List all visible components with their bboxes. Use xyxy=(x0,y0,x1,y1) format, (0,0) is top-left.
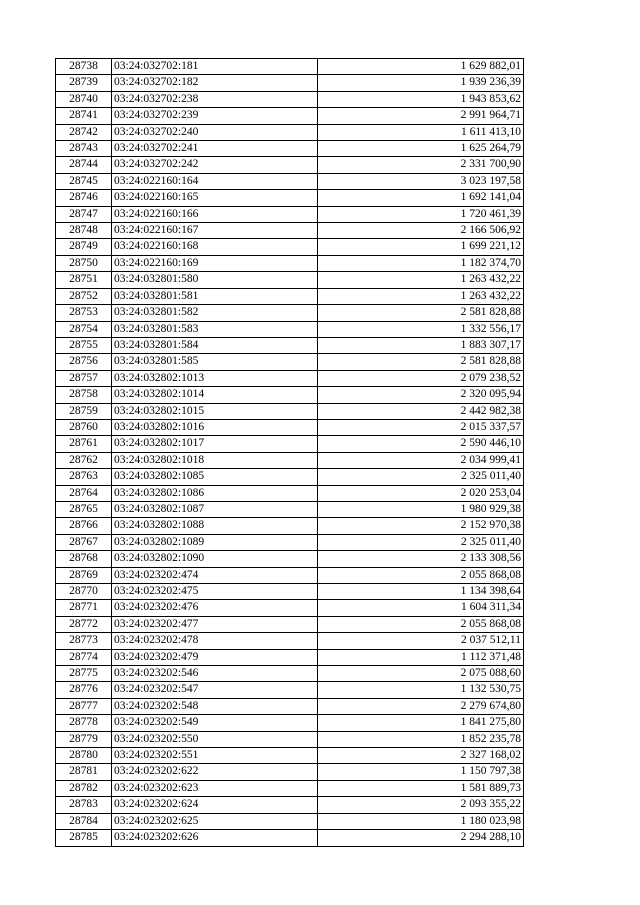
row-number-cell: 28759 xyxy=(56,403,112,419)
row-number-cell: 28765 xyxy=(56,501,112,517)
table-row xyxy=(56,223,524,239)
value-cell: 1 629 882,01 xyxy=(318,59,524,75)
table-row xyxy=(56,567,524,583)
cadastral-number-cell: 03:24:022160:169 xyxy=(112,255,318,271)
value-cell: 2 581 828,88 xyxy=(318,305,524,321)
cadastral-number-cell: 03:24:022160:164 xyxy=(112,173,318,189)
row-number-cell: 28777 xyxy=(56,698,112,714)
table-row xyxy=(56,813,524,829)
row-number-cell: 28740 xyxy=(56,91,112,107)
table-row xyxy=(56,59,524,75)
cadastral-value-table xyxy=(55,58,524,847)
cadastral-number-cell: 03:24:032802:1014 xyxy=(112,387,318,403)
table-row xyxy=(56,436,524,452)
value-cell: 1 883 307,17 xyxy=(318,337,524,353)
value-cell: 1 263 432,22 xyxy=(318,288,524,304)
cadastral-number-cell: 03:24:023202:623 xyxy=(112,780,318,796)
table-row xyxy=(56,124,524,140)
cadastral-number-cell: 03:24:032702:240 xyxy=(112,124,318,140)
value-cell: 1 263 432,22 xyxy=(318,272,524,288)
value-cell: 1 182 374,70 xyxy=(318,255,524,271)
value-cell: 2 320 095,94 xyxy=(318,387,524,403)
value-cell: 2 079 238,52 xyxy=(318,370,524,386)
value-cell: 2 991 964,71 xyxy=(318,108,524,124)
cadastral-number-cell: 03:24:023202:479 xyxy=(112,649,318,665)
row-number-cell: 28753 xyxy=(56,305,112,321)
cadastral-number-cell: 03:24:032801:580 xyxy=(112,272,318,288)
row-number-cell: 28742 xyxy=(56,124,112,140)
row-number-cell: 28775 xyxy=(56,666,112,682)
cadastral-number-cell: 03:24:032802:1085 xyxy=(112,469,318,485)
table-row xyxy=(56,830,524,846)
row-number-cell: 28752 xyxy=(56,288,112,304)
table-row xyxy=(56,321,524,337)
row-number-cell: 28774 xyxy=(56,649,112,665)
value-cell: 2 037 512,11 xyxy=(318,633,524,649)
value-cell: 1 720 461,39 xyxy=(318,206,524,222)
cadastral-number-cell: 03:24:023202:547 xyxy=(112,682,318,698)
table-row xyxy=(56,419,524,435)
table-row xyxy=(56,551,524,567)
cadastral-number-cell: 03:24:023202:475 xyxy=(112,584,318,600)
table-row xyxy=(56,255,524,271)
table-row xyxy=(56,518,524,534)
table-row xyxy=(56,370,524,386)
table-row xyxy=(56,141,524,157)
cadastral-number-cell: 03:24:023202:546 xyxy=(112,666,318,682)
cadastral-number-cell: 03:24:032801:584 xyxy=(112,337,318,353)
value-cell: 1 939 236,39 xyxy=(318,75,524,91)
value-cell: 2 590 446,10 xyxy=(318,436,524,452)
value-cell: 2 166 506,92 xyxy=(318,223,524,239)
value-cell: 2 075 088,60 xyxy=(318,666,524,682)
cadastral-number-cell: 03:24:023202:625 xyxy=(112,813,318,829)
row-number-cell: 28739 xyxy=(56,75,112,91)
value-cell: 2 581 828,88 xyxy=(318,354,524,370)
cadastral-number-cell: 03:24:023202:476 xyxy=(112,600,318,616)
table-row xyxy=(56,157,524,173)
cadastral-number-cell: 03:24:023202:550 xyxy=(112,731,318,747)
table-row xyxy=(56,501,524,517)
value-cell: 3 023 197,58 xyxy=(318,173,524,189)
cadastral-number-cell: 03:24:032802:1013 xyxy=(112,370,318,386)
value-cell: 1 132 530,75 xyxy=(318,682,524,698)
value-cell: 1 943 853,62 xyxy=(318,91,524,107)
cadastral-number-cell: 03:24:032702:238 xyxy=(112,91,318,107)
value-cell: 2 015 337,57 xyxy=(318,419,524,435)
cadastral-number-cell: 03:24:023202:624 xyxy=(112,797,318,813)
table-row xyxy=(56,403,524,419)
row-number-cell: 28763 xyxy=(56,469,112,485)
table-row xyxy=(56,452,524,468)
cadastral-number-cell: 03:24:032802:1017 xyxy=(112,436,318,452)
table-row xyxy=(56,780,524,796)
row-number-cell: 28762 xyxy=(56,452,112,468)
cadastral-number-cell: 03:24:032802:1090 xyxy=(112,551,318,567)
table-row xyxy=(56,764,524,780)
cadastral-number-cell: 03:24:032802:1086 xyxy=(112,485,318,501)
row-number-cell: 28756 xyxy=(56,354,112,370)
value-cell: 1 604 311,34 xyxy=(318,600,524,616)
cadastral-number-cell: 03:24:032702:181 xyxy=(112,59,318,75)
value-cell: 1 332 556,17 xyxy=(318,321,524,337)
cadastral-number-cell: 03:24:023202:549 xyxy=(112,715,318,731)
table-row xyxy=(56,698,524,714)
value-cell: 1 625 264,79 xyxy=(318,141,524,157)
value-cell: 2 279 674,80 xyxy=(318,698,524,714)
row-number-cell: 28760 xyxy=(56,419,112,435)
table-row xyxy=(56,337,524,353)
value-cell: 2 055 868,08 xyxy=(318,567,524,583)
table-row xyxy=(56,633,524,649)
row-number-cell: 28743 xyxy=(56,141,112,157)
value-cell: 1 699 221,12 xyxy=(318,239,524,255)
cadastral-number-cell: 03:24:022160:167 xyxy=(112,223,318,239)
row-number-cell: 28781 xyxy=(56,764,112,780)
table-row xyxy=(56,469,524,485)
cadastral-number-cell: 03:24:032802:1089 xyxy=(112,534,318,550)
table-row xyxy=(56,387,524,403)
row-number-cell: 28766 xyxy=(56,518,112,534)
table-row xyxy=(56,206,524,222)
row-number-cell: 28757 xyxy=(56,370,112,386)
value-cell: 2 034 999,41 xyxy=(318,452,524,468)
value-cell: 1 180 023,98 xyxy=(318,813,524,829)
table-row xyxy=(56,797,524,813)
value-cell: 2 093 355,22 xyxy=(318,797,524,813)
cadastral-number-cell: 03:24:032802:1015 xyxy=(112,403,318,419)
table-row xyxy=(56,75,524,91)
row-number-cell: 28776 xyxy=(56,682,112,698)
row-number-cell: 28749 xyxy=(56,239,112,255)
value-cell: 2 442 982,38 xyxy=(318,403,524,419)
cadastral-number-cell: 03:24:022160:165 xyxy=(112,190,318,206)
value-cell: 2 325 011,40 xyxy=(318,534,524,550)
value-cell: 1 980 929,38 xyxy=(318,501,524,517)
row-number-cell: 28747 xyxy=(56,206,112,222)
row-number-cell: 28764 xyxy=(56,485,112,501)
value-cell: 1 112 371,48 xyxy=(318,649,524,665)
value-cell: 1 692 141,04 xyxy=(318,190,524,206)
value-cell: 1 134 398,64 xyxy=(318,584,524,600)
cadastral-number-cell: 03:24:032702:242 xyxy=(112,157,318,173)
table-row xyxy=(56,485,524,501)
table-row xyxy=(56,731,524,747)
table-row xyxy=(56,584,524,600)
row-number-cell: 28772 xyxy=(56,616,112,632)
table-row xyxy=(56,272,524,288)
table-row xyxy=(56,649,524,665)
value-cell: 1 841 275,80 xyxy=(318,715,524,731)
cadastral-number-cell: 03:24:023202:622 xyxy=(112,764,318,780)
cadastral-number-cell: 03:24:032802:1018 xyxy=(112,452,318,468)
row-number-cell: 28755 xyxy=(56,337,112,353)
cadastral-number-cell: 03:24:032702:239 xyxy=(112,108,318,124)
row-number-cell: 28758 xyxy=(56,387,112,403)
cadastral-number-cell: 03:24:032801:581 xyxy=(112,288,318,304)
cadastral-number-cell: 03:24:023202:551 xyxy=(112,748,318,764)
row-number-cell: 28769 xyxy=(56,567,112,583)
table-row xyxy=(56,715,524,731)
cadastral-number-cell: 03:24:032802:1087 xyxy=(112,501,318,517)
table-row xyxy=(56,748,524,764)
cadastral-number-cell: 03:24:032801:585 xyxy=(112,354,318,370)
row-number-cell: 28768 xyxy=(56,551,112,567)
cadastral-number-cell: 03:24:023202:474 xyxy=(112,567,318,583)
row-number-cell: 28761 xyxy=(56,436,112,452)
table-row xyxy=(56,682,524,698)
cadastral-number-cell: 03:24:023202:478 xyxy=(112,633,318,649)
cadastral-number-cell: 03:24:023202:477 xyxy=(112,616,318,632)
row-number-cell: 28771 xyxy=(56,600,112,616)
table-row xyxy=(56,108,524,124)
row-number-cell: 28780 xyxy=(56,748,112,764)
table-row xyxy=(56,534,524,550)
row-number-cell: 28751 xyxy=(56,272,112,288)
row-number-cell: 28773 xyxy=(56,633,112,649)
row-number-cell: 28783 xyxy=(56,797,112,813)
table-row xyxy=(56,91,524,107)
cadastral-number-cell: 03:24:022160:168 xyxy=(112,239,318,255)
row-number-cell: 28778 xyxy=(56,715,112,731)
cadastral-number-cell: 03:24:032802:1088 xyxy=(112,518,318,534)
row-number-cell: 28784 xyxy=(56,813,112,829)
table-row xyxy=(56,666,524,682)
cadastral-number-cell: 03:24:032801:582 xyxy=(112,305,318,321)
value-cell: 1 852 235,78 xyxy=(318,731,524,747)
row-number-cell: 28770 xyxy=(56,584,112,600)
row-number-cell: 28744 xyxy=(56,157,112,173)
cadastral-number-cell: 03:24:023202:626 xyxy=(112,830,318,846)
value-cell: 2 020 253,04 xyxy=(318,485,524,501)
row-number-cell: 28746 xyxy=(56,190,112,206)
value-cell: 2 055 868,08 xyxy=(318,616,524,632)
cadastral-number-cell: 03:24:023202:548 xyxy=(112,698,318,714)
row-number-cell: 28745 xyxy=(56,173,112,189)
value-cell: 2 152 970,38 xyxy=(318,518,524,534)
row-number-cell: 28741 xyxy=(56,108,112,124)
table-row xyxy=(56,173,524,189)
table-body xyxy=(56,59,524,847)
value-cell: 2 331 700,90 xyxy=(318,157,524,173)
table-row xyxy=(56,616,524,632)
cadastral-number-cell: 03:24:032802:1016 xyxy=(112,419,318,435)
row-number-cell: 28785 xyxy=(56,830,112,846)
row-number-cell: 28754 xyxy=(56,321,112,337)
table-row xyxy=(56,305,524,321)
row-number-cell: 28750 xyxy=(56,255,112,271)
value-cell: 1 150 797,38 xyxy=(318,764,524,780)
row-number-cell: 28748 xyxy=(56,223,112,239)
cadastral-number-cell: 03:24:032801:583 xyxy=(112,321,318,337)
value-cell: 1 581 889,73 xyxy=(318,780,524,796)
value-cell: 2 294 288,10 xyxy=(318,830,524,846)
value-cell: 2 133 308,56 xyxy=(318,551,524,567)
table-row xyxy=(56,239,524,255)
table-row xyxy=(56,288,524,304)
value-cell: 2 325 011,40 xyxy=(318,469,524,485)
cadastral-number-cell: 03:24:032702:182 xyxy=(112,75,318,91)
value-cell: 1 611 413,10 xyxy=(318,124,524,140)
row-number-cell: 28738 xyxy=(56,59,112,75)
row-number-cell: 28782 xyxy=(56,780,112,796)
table-row xyxy=(56,354,524,370)
table-row xyxy=(56,190,524,206)
row-number-cell: 28767 xyxy=(56,534,112,550)
cadastral-number-cell: 03:24:032702:241 xyxy=(112,141,318,157)
row-number-cell: 28779 xyxy=(56,731,112,747)
value-cell: 2 327 168,02 xyxy=(318,748,524,764)
cadastral-number-cell: 03:24:022160:166 xyxy=(112,206,318,222)
table-row xyxy=(56,600,524,616)
